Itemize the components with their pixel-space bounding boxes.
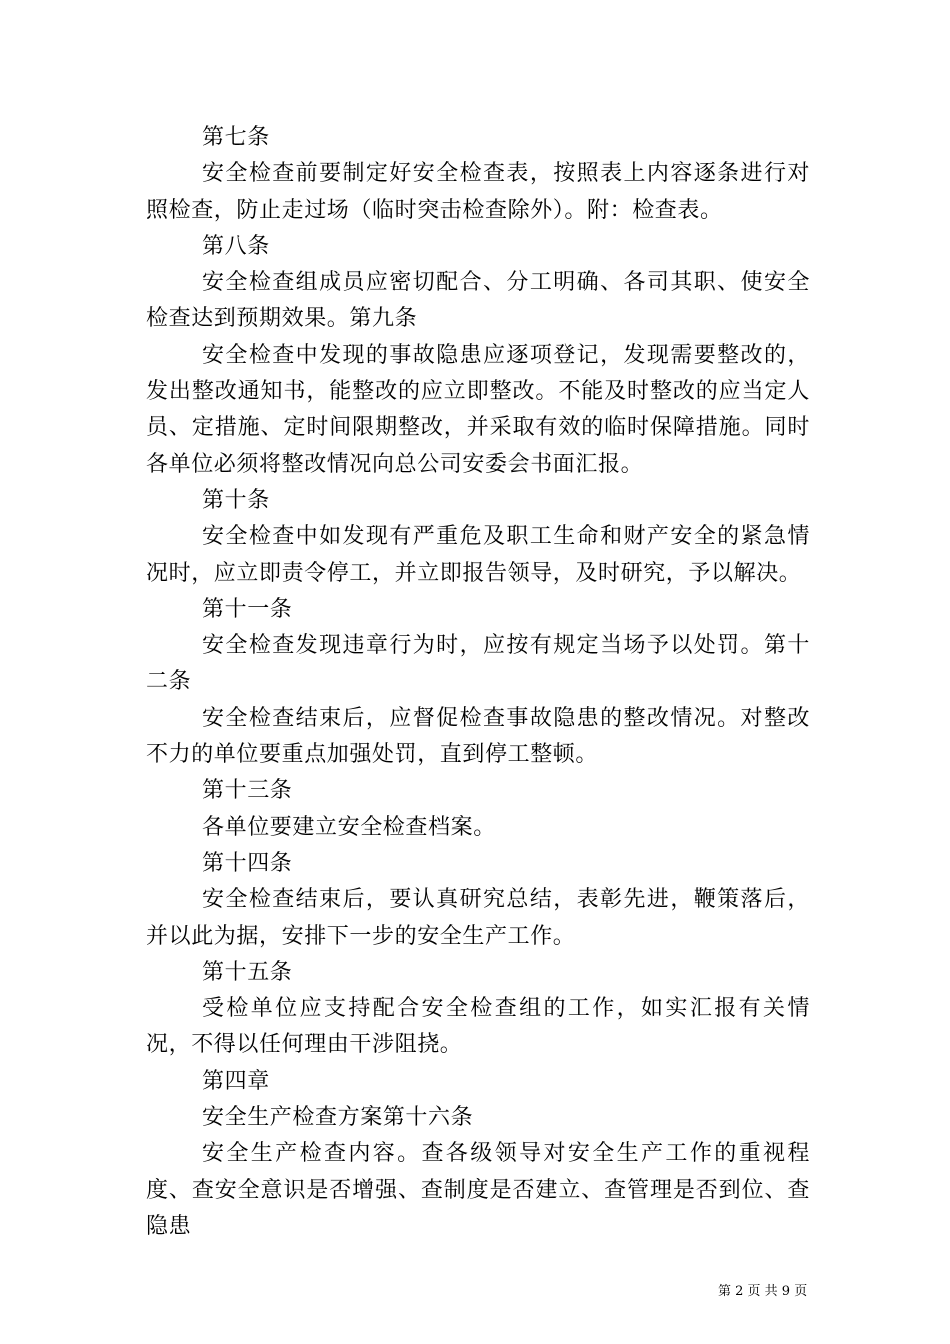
paragraph: 第十一条	[202, 596, 293, 622]
paragraph: 安全检查发现违章行为时，应按有规定当场予以处罚。第十二条	[146, 633, 810, 695]
paragraph: 安全生产检查内容。查各级领导对安全生产工作的重视程度、查安全意识是否增强、查制度是否建立、查管理是否到位、查隐患	[146, 1141, 810, 1239]
paragraph: 第十三条	[202, 778, 293, 804]
paragraph: 安全检查结束后，要认真研究总结，表彰先进，鞭策落后，并以此为据，安排下一步的安全生产工作。	[146, 887, 810, 949]
paragraph: 安全检查前要制定好安全检查表，按照表上内容逐条进行对照检查，防止走过场（临时突击检查除外）。附：检查表。	[146, 161, 810, 223]
document-body	[146, 120, 810, 1245]
paragraph: 安全检查组成员应密切配合、分工明确、各司其职、使安全检查达到预期效果。第九条	[146, 270, 810, 332]
paragraph: 各单位要建立安全检查档案。	[202, 814, 496, 840]
paragraph: 第十五条	[202, 959, 293, 985]
paragraph: 第四章	[202, 1068, 270, 1094]
paragraph: 安全检查中如发现有严重危及职工生命和财产安全的紧急情况时，应立即责令停工，并立即报告领导，及时研究，予以解决。	[146, 524, 810, 586]
paragraph: 第八条	[202, 233, 270, 259]
paragraph: 第十四条	[202, 850, 293, 876]
paragraph: 第七条	[202, 125, 270, 150]
paragraph: 第十条	[202, 487, 270, 513]
paragraph: 安全检查中发现的事故隐患应逐项登记，发现需要整改的，发出整改通知书，能整改的应立即整改。不能及时整改的应当定人员、定措施、定时间限期整改，并采取有效的临时保障措施。同时各单位必须将整改情况向总公司安委会书面汇报。	[146, 342, 810, 477]
paragraph: 安全检查结束后，应督促检查事故隐患的整改情况。对整改不力的单位要重点加强处罚，直到停工整顿。	[146, 705, 810, 768]
paragraph: 受检单位应支持配合安全检查组的工作，如实汇报有关情况，不得以任何理由干涉阻挠。	[146, 996, 810, 1058]
page-number-footer: 第 2 页 共 9 页	[718, 1284, 808, 1299]
paragraph: 安全生产检查方案第十六条	[202, 1105, 474, 1131]
